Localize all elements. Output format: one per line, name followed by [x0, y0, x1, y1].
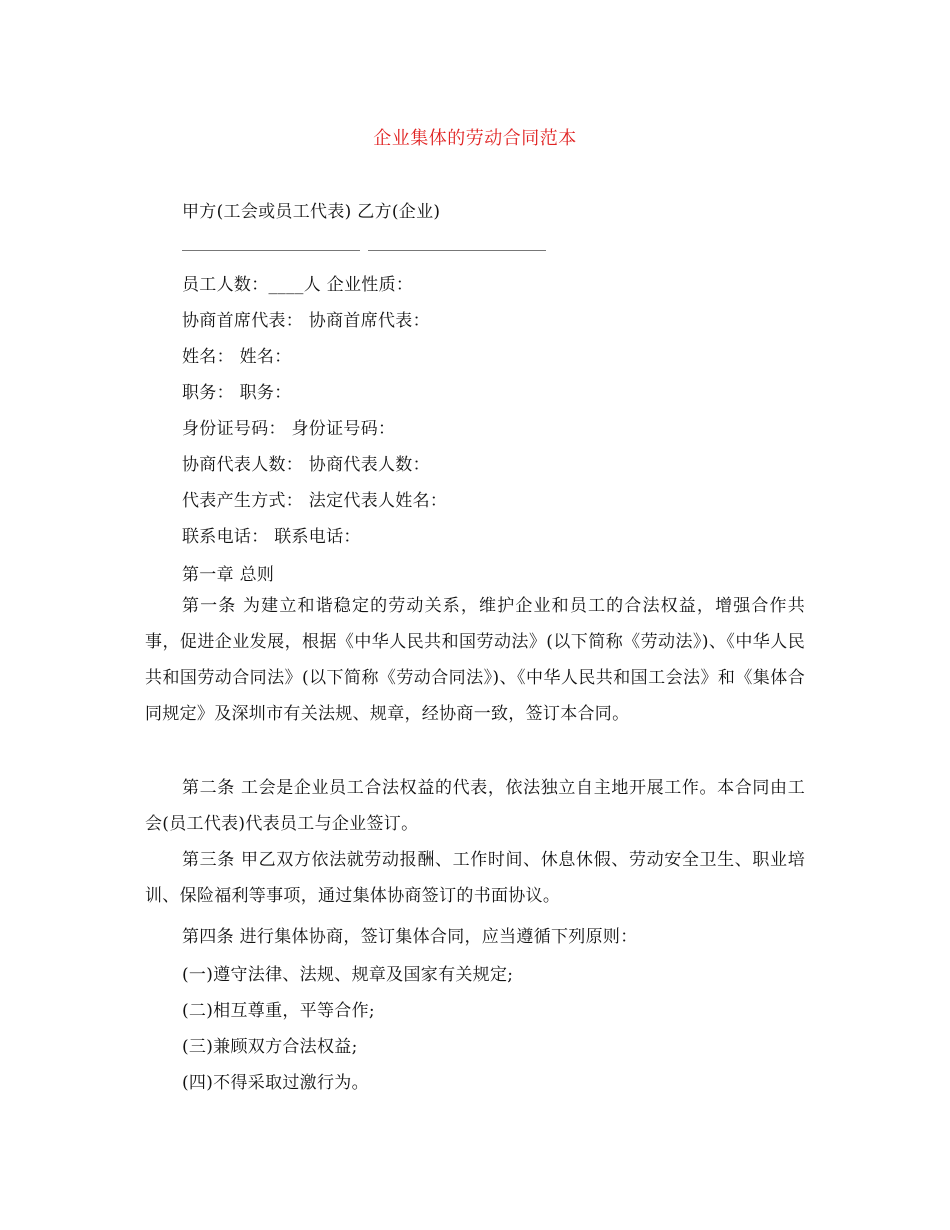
info-position: 职务： 职务： — [182, 383, 292, 403]
article-1: 第一条 为建立和谐稳定的劳动关系，维护企业和员工的合法权益，增强合作共事，促进企业发展，根据《中华人民共和国劳动法》(以下简称《劳动法》)、《中华人民共和国劳动合同法》(以下简称《劳动合同法》)、《中华人民共和国工会法》和《集体合同规定》及深圳市有关法规、规章，经协商一致，签订本合同。 — [145, 596, 805, 724]
info-name: 姓名： 姓名： — [182, 347, 292, 367]
info-representative-count: 协商代表人数： 协商代表人数： — [182, 455, 430, 475]
principle-4: (四)不得采取过激行为。 — [182, 1073, 369, 1093]
article-2: 第二条 工会是企业员工合法权益的代表，依法独立自主地开展工作。本合同由工会(员工代表)代表员工与企业签订。 — [145, 778, 805, 834]
principle-1: (一)遵守法律、法规、规章及国家有关规定; — [182, 965, 514, 985]
document-title: 企业集体的劳动合同范本 — [373, 128, 577, 149]
principle-2: (二)相互尊重，平等合作; — [182, 1001, 375, 1021]
chapter-heading: 第一章 总则 — [182, 565, 275, 585]
info-selection-method: 代表产生方式： 法定代表人姓名： — [182, 491, 448, 511]
parties-line: 甲方(工会或员工代表) 乙方(企业) — [182, 202, 441, 222]
info-phone: 联系电话： 联系电话： — [182, 527, 361, 547]
article-4: 第四条 进行集体协商，签订集体合同，应当遵循下列原则： — [182, 927, 638, 947]
info-chief-representative: 协商首席代表： 协商首席代表： — [182, 311, 430, 331]
principle-3: (三)兼顾双方合法权益; — [182, 1037, 358, 1057]
article-3: 第三条 甲乙双方依法就劳动报酬、工作时间、休息休假、劳动安全卫生、职业培训、保险福利等事项，通过集体协商签订的书面协议。 — [145, 850, 805, 906]
party-b-blank — [368, 250, 546, 251]
signature-blanks — [182, 250, 552, 252]
info-employee-count: 员工人数：____人 企业性质： — [182, 275, 414, 295]
party-a-blank — [182, 250, 360, 251]
info-id-number: 身份证号码： 身份证号码： — [182, 419, 396, 439]
